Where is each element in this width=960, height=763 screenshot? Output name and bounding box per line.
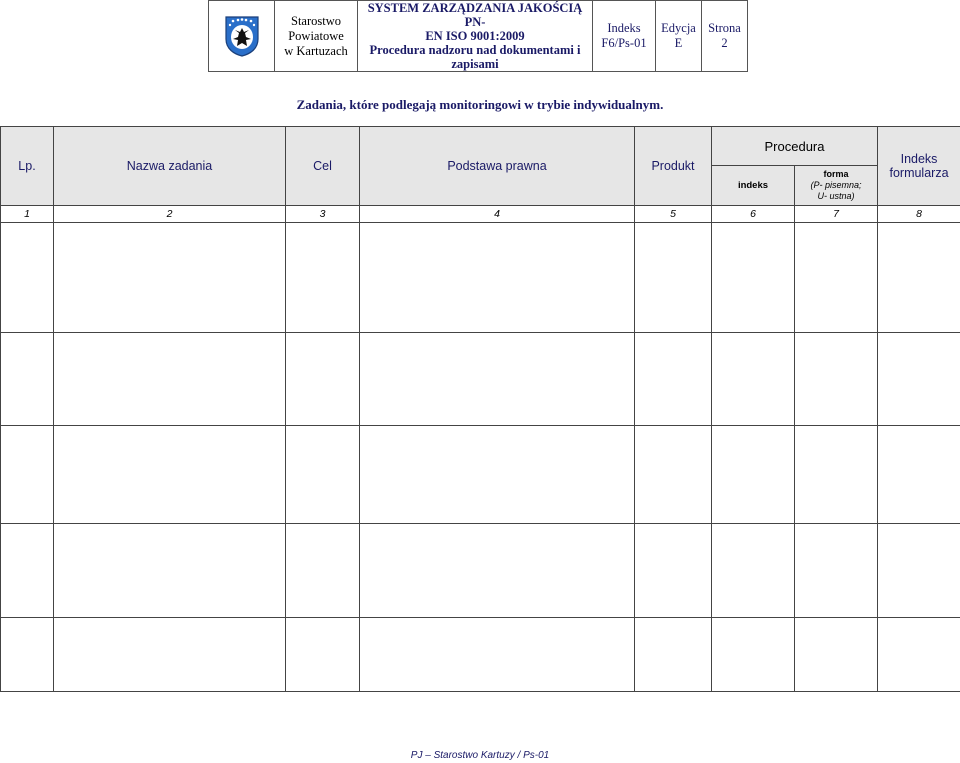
header-goal: Cel: [286, 127, 360, 206]
table-row: [1, 618, 960, 692]
page-subtitle: Zadania, które podlegają monitoringowi w trybie indywidualnym.: [296, 97, 664, 112]
edition-cell: [656, 1, 702, 72]
logo-cell: [209, 1, 275, 72]
table-cell[interactable]: [286, 333, 360, 426]
document-header: [208, 0, 748, 72]
index-cell: [593, 1, 656, 72]
system-title: [358, 1, 593, 72]
table-row: [1, 333, 960, 426]
col-number: 2: [54, 206, 286, 223]
header-lp: Lp.: [1, 127, 54, 206]
col-number: 1: [1, 206, 54, 223]
table-cell[interactable]: [1, 426, 54, 524]
table-cell[interactable]: [286, 618, 360, 692]
table-cell[interactable]: [795, 223, 878, 333]
page-value: 2: [721, 36, 728, 50]
table-cell[interactable]: [635, 618, 712, 692]
table-cell[interactable]: [1, 333, 54, 426]
system-line-1: SYSTEM ZARZĄDZANIA JAKOŚCIĄ PN-: [367, 1, 583, 29]
table-cell[interactable]: [286, 426, 360, 524]
table-cell[interactable]: [712, 223, 795, 333]
table-cell[interactable]: [54, 524, 286, 618]
page-cell: [702, 1, 748, 72]
table-cell[interactable]: [54, 426, 286, 524]
header-form-index: [878, 127, 960, 206]
col-number: 5: [635, 206, 712, 223]
column-number-row: [1, 206, 960, 223]
table-cell[interactable]: [712, 524, 795, 618]
org-line-1: Starostwo: [291, 13, 341, 28]
table-cell[interactable]: [635, 223, 712, 333]
table-cell[interactable]: [360, 333, 635, 426]
org-line-2: Powiatowe: [288, 28, 344, 43]
org-line-3: w Kartuzach: [284, 43, 348, 58]
index-label: Indeks: [607, 21, 641, 35]
table-cell[interactable]: [795, 426, 878, 524]
table-row: [1, 524, 960, 618]
table-cell[interactable]: [795, 524, 878, 618]
organization-name: [275, 1, 358, 72]
table-cell[interactable]: [878, 618, 960, 692]
header-procedure-index: indeks: [712, 166, 795, 206]
table-cell[interactable]: [635, 524, 712, 618]
table-cell[interactable]: [712, 333, 795, 426]
table-cell[interactable]: [878, 524, 960, 618]
table-row: [1, 426, 960, 524]
table-cell[interactable]: [635, 333, 712, 426]
edition-label: Edycja: [661, 21, 696, 35]
table-cell[interactable]: [1, 618, 54, 692]
table-cell[interactable]: [54, 333, 286, 426]
monitoring-table: [0, 126, 960, 692]
table-cell[interactable]: [54, 618, 286, 692]
page-label: Strona: [708, 21, 741, 35]
table-cell[interactable]: [360, 524, 635, 618]
form-index-line-2: formularza: [889, 166, 949, 180]
table-cell[interactable]: [286, 524, 360, 618]
header-task-name: Nazwa zadania: [54, 127, 286, 206]
form-line-2: (P- pisemna;: [810, 180, 862, 190]
index-value: F6/Ps-01: [601, 36, 647, 50]
table-cell[interactable]: [878, 223, 960, 333]
col-number: 7: [795, 206, 878, 223]
table-cell[interactable]: [54, 223, 286, 333]
table-cell[interactable]: [286, 223, 360, 333]
table-cell[interactable]: [635, 426, 712, 524]
edition-value: E: [674, 36, 683, 50]
header-legal-basis: Podstawa prawna: [360, 127, 635, 206]
table-cell[interactable]: [878, 333, 960, 426]
table-cell[interactable]: [712, 426, 795, 524]
table-cell[interactable]: [360, 223, 635, 333]
system-line-2: EN ISO 9001:2009: [425, 29, 525, 43]
system-line-4: zapisami: [451, 57, 499, 71]
table-cell[interactable]: [795, 333, 878, 426]
col-number: 6: [712, 206, 795, 223]
table-cell[interactable]: [360, 618, 635, 692]
table-cell[interactable]: [1, 223, 54, 333]
form-index-line-1: Indeks: [900, 152, 938, 166]
form-line-1: forma: [823, 169, 849, 179]
coat-of-arms-logo: [224, 15, 260, 57]
header-procedure-form: [795, 166, 878, 206]
col-number: 8: [878, 206, 960, 223]
table-cell[interactable]: [360, 426, 635, 524]
system-line-3: Procedura nadzoru nad dokumentami i: [369, 43, 581, 57]
table-cell[interactable]: [712, 618, 795, 692]
col-number: 4: [360, 206, 635, 223]
table-cell[interactable]: [878, 426, 960, 524]
table-cell[interactable]: [795, 618, 878, 692]
form-line-3: U- ustna): [817, 191, 855, 201]
col-number: 3: [286, 206, 360, 223]
header-procedure: Procedura: [712, 127, 878, 166]
header-product: Produkt: [635, 127, 712, 206]
table-cell[interactable]: [1, 524, 54, 618]
table-row: [1, 223, 960, 333]
page-footer: PJ – Starostwo Kartuzy / Ps-01: [410, 750, 550, 761]
